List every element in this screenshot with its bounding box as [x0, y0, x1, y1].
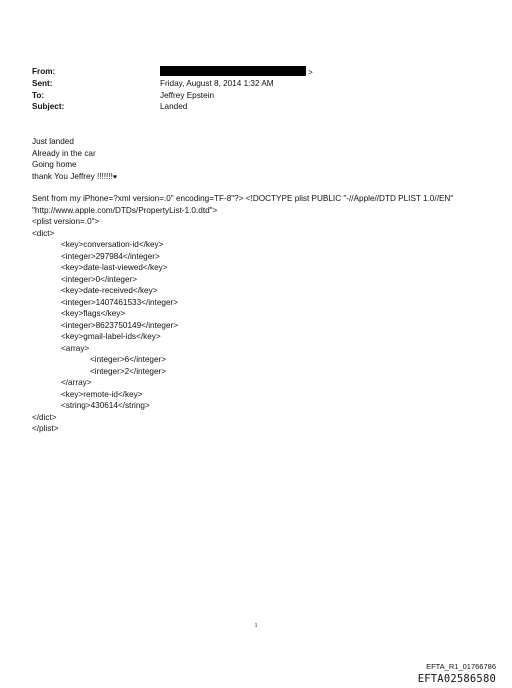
to-row [32, 90, 313, 102]
plist-line: <integer>297984</integer> [61, 251, 160, 261]
message-line: Already in the car [32, 148, 96, 158]
plist-line: </plist> [32, 424, 59, 433]
message-line-text: thank You Jeffrey !!!!!!! [32, 171, 113, 181]
heart-icon: ♥ [112, 173, 118, 181]
bates-number-large: EFTA02586580 [417, 673, 496, 685]
subject-label: Subject: [32, 102, 65, 112]
message-body [32, 136, 117, 182]
from-value [160, 66, 313, 78]
plist-line: <integer>0</integer> [61, 274, 138, 284]
plist-line: <key>gmail-label-ids</key> [61, 332, 161, 341]
plist-line: <array> [61, 343, 90, 353]
message-line [32, 171, 117, 183]
bates-number-small: EFTA_R1_01766786 [426, 662, 496, 671]
to-label: To: [32, 90, 45, 100]
plist-block [32, 193, 482, 435]
sent-label: Sent: [32, 78, 53, 88]
sent-row [32, 78, 313, 90]
page-number: 1 [254, 622, 258, 629]
plist-line: <dict> [32, 228, 55, 238]
redaction-box [160, 66, 306, 76]
plist-line: <integer>6</integer> [90, 355, 167, 364]
plist-line: "http://www.apple.com/DTDs/PropertyList-1.0.dtd"> [32, 205, 218, 215]
plist-line: <key>date-received</key> [61, 286, 158, 295]
message-line: Going home [32, 160, 77, 169]
subject-row [32, 101, 313, 113]
to-value: Jeffrey Epstein [160, 90, 215, 100]
plist-line: </dict> [32, 412, 57, 422]
plist-line: <string>430614</string> [61, 401, 150, 410]
subject-value: Landed [160, 102, 188, 112]
plist-line: <key>conversation-id</key> [61, 240, 164, 249]
plist-line: <integer>1407461533</integer> [61, 297, 179, 307]
plist-line: <key>remote-id</key> [61, 389, 143, 399]
plist-line: <key>date-last-viewed</key> [61, 263, 168, 272]
from-row [32, 66, 313, 78]
from-value-suffix: > [308, 68, 313, 77]
message-line: Just landed [32, 137, 74, 146]
plist-line: <integer>2</integer> [90, 366, 167, 376]
email-header [32, 66, 313, 113]
plist-line: <plist version=.0"> [32, 217, 100, 226]
plist-line: Sent from my iPhone=?xml version=.0" encoding=TF-8"?> <!DOCTYPE plist PUBLIC "-//Apple//DTD PLIST 1.0//EN" [32, 194, 454, 203]
plist-line: <key>flags</key> [61, 309, 126, 318]
from-label: From: [32, 67, 56, 76]
plist-line: </array> [61, 378, 92, 387]
sent-value: Friday, August 8, 2014 1:32 AM [160, 78, 274, 88]
plist-line: <integer>8623750149</integer> [61, 320, 179, 330]
